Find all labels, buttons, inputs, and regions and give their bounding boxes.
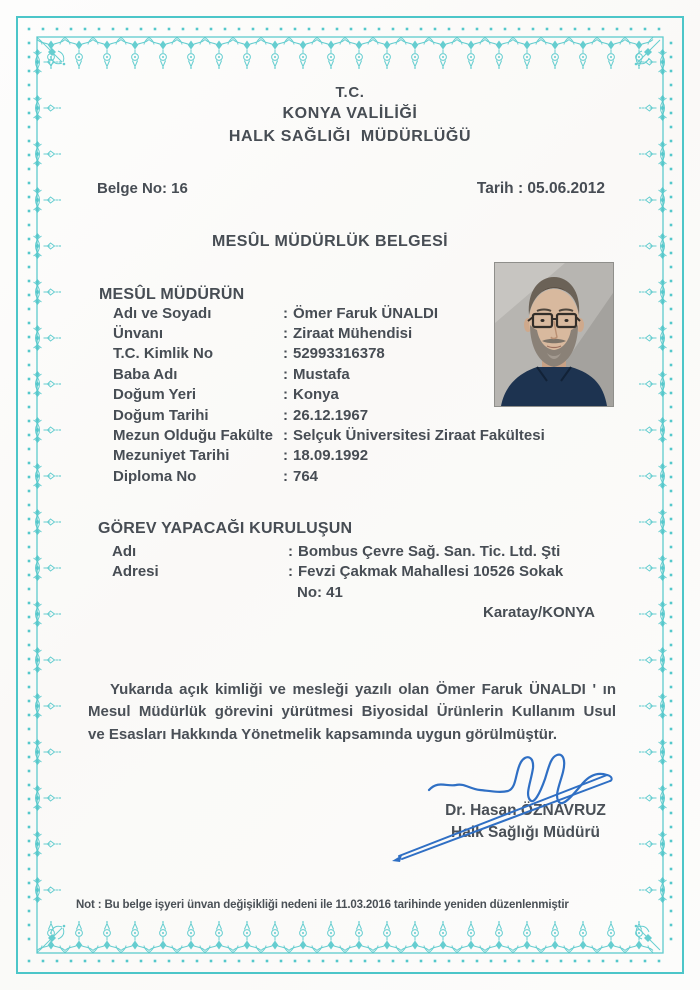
- colon-separator: :: [283, 406, 288, 424]
- document-number: Belge No: 16: [97, 180, 188, 197]
- field-label: Adresi: [112, 563, 159, 581]
- manager-section-heading: MESÛL MÜDÜRÜN: [99, 286, 245, 303]
- colon-separator: :: [283, 345, 288, 363]
- colon-separator: :: [283, 304, 288, 322]
- header-line-directorate: HALK SAĞLIĞI MÜDÜRLÜĞÜ: [228, 128, 472, 145]
- address-line2: No: 41: [297, 584, 343, 601]
- field-value: Ömer Faruk ÜNALDI: [293, 304, 439, 322]
- colon-separator: :: [288, 542, 293, 560]
- footnote: Not : Bu belge işyeri ünvan değişikliği nedeni ile 11.03.2016 tarihinde yeniden düzenlenmiştir: [76, 899, 569, 911]
- colon-separator: :: [283, 365, 288, 383]
- field-value: Bombus Çevre Sağ. San. Tic. Ltd. Şti: [298, 542, 561, 560]
- field-label: Baba Adı: [113, 365, 178, 383]
- colon-separator: :: [283, 386, 288, 404]
- field-value: Mustafa: [293, 365, 350, 383]
- colon-separator: :: [288, 563, 293, 581]
- document-date: Tarih : 05.06.2012: [476, 180, 605, 197]
- body-line: ve Esasları Hakkında Yönetmelik kapsamında uygun görülmüştür.: [88, 725, 558, 743]
- body-line: Yukarıda açık kimliği ve mesleği yazılı olan Ömer Faruk ÜNALDI ' ın: [110, 681, 616, 698]
- field-label: Diploma No: [113, 467, 197, 485]
- header-line-governorship: KONYA VALİLİĞİ: [282, 105, 418, 122]
- colon-separator: :: [283, 447, 288, 465]
- field-value: Ziraat Mühendisi: [293, 325, 413, 343]
- field-value: 18.09.1992: [293, 447, 369, 465]
- colon-separator: :: [283, 467, 288, 485]
- field-value: Selçuk Üniversitesi Ziraat Fakültesi: [293, 427, 545, 445]
- organization-section-heading: GÖREV YAPACAĞI KURULUŞUN: [98, 520, 353, 537]
- signatory-name: Dr. Hasan ÖZNAVRUZ: [445, 802, 606, 819]
- field-value: 52993316378: [293, 345, 385, 363]
- colon-separator: :: [283, 427, 288, 445]
- signatory-title: Halk Sağlığı Müdürü: [451, 823, 600, 841]
- field-label: Adı ve Soyadı: [113, 304, 212, 322]
- field-label: Mezun Olduğu Fakülte: [113, 427, 273, 445]
- header-line-tc: T.C.: [335, 84, 365, 101]
- colon-separator: :: [283, 325, 288, 343]
- field-label: Ünvanı: [113, 325, 164, 343]
- field-value: Konya: [293, 386, 339, 404]
- field-label: Adı: [112, 542, 137, 560]
- body-line: Mesul Müdürlük görevini yürütmesi Biyosidal Ürünlerin Kullanım Usul: [88, 703, 616, 721]
- field-value: 26.12.1967: [293, 406, 369, 424]
- field-label: T.C. Kimlik No: [113, 345, 214, 363]
- field-label: Doğum Tarihi: [113, 406, 209, 424]
- field-value: 764: [293, 467, 319, 485]
- field-label: Doğum Yeri: [113, 386, 197, 404]
- district-province: Karatay/KONYA: [483, 604, 595, 621]
- field-label: Mezuniyet Tarihi: [113, 447, 230, 465]
- certificate-title: MESÛL MÜDÜRLÜK BELGESİ: [211, 233, 449, 250]
- field-value: Fevzi Çakmak Mahallesi 10526 Sokak: [298, 563, 564, 581]
